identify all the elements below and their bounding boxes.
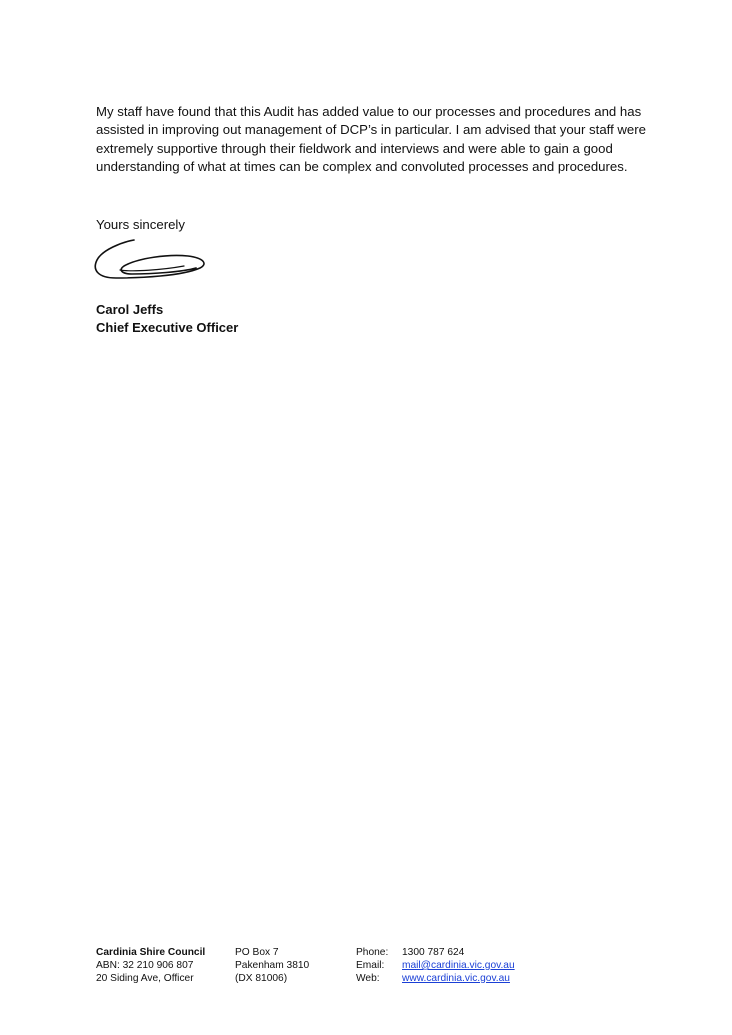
- web-label: Web:: [356, 972, 380, 984]
- footer-org-column: [96, 947, 205, 985]
- postal-suburb: Pakenham 3810: [235, 959, 310, 971]
- email-link[interactable]: mail@cardinia.vic.gov.au: [402, 959, 515, 971]
- signer-title: Chief Executive Officer: [96, 319, 239, 335]
- website-link[interactable]: www.cardinia.vic.gov.au: [402, 972, 510, 984]
- footer-contact-labels: [356, 947, 388, 985]
- footer-contact-values: [402, 947, 515, 985]
- po-box: PO Box 7: [235, 947, 279, 958]
- letter-body: [96, 103, 676, 176]
- org-abn: ABN: 32 210 906 807: [96, 959, 194, 971]
- body-paragraph: My staff have found that this Audit has added value to our processes and procedures and has assisted in improving out management of DCP’s in particular. I am advised that your staff were extremely supportive through their fieldwork and interviews and were able to gain a good understanding of what at times can be complex and convoluted processes and procedures.: [96, 104, 646, 174]
- email-label: Email:: [356, 959, 385, 971]
- dx-number: (DX 81006): [235, 972, 288, 984]
- signer-block: [96, 301, 238, 336]
- phone-number: 1300 787 624: [402, 947, 465, 958]
- org-street: 20 Siding Ave, Officer: [96, 972, 194, 984]
- phone-label: Phone:: [356, 947, 389, 958]
- signature-image: [92, 234, 212, 294]
- footer-postal-column: [235, 947, 309, 985]
- signer-name: Carol Jeffs: [96, 302, 164, 317]
- closing-salutation: Yours sincerely: [96, 217, 185, 232]
- org-name: Cardinia Shire Council: [96, 947, 206, 958]
